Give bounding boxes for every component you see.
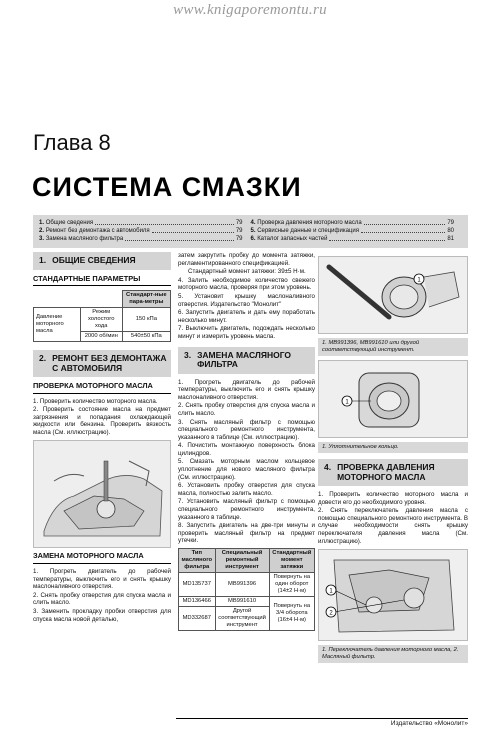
toc-num: 6. [250, 236, 256, 242]
pressure-switch-illustration [318, 549, 468, 641]
tool-table-cell: MB991396 [215, 573, 269, 597]
tool-table-cell: Другой соответствующий инструмент [215, 607, 269, 631]
toc-left-column [39, 219, 251, 244]
toc-num: 2. [39, 228, 45, 234]
tool-table-cell: MD136466 [179, 597, 216, 607]
engine-block-icon [319, 550, 467, 640]
fig2-label: 1 [345, 399, 349, 406]
toc-page: 79 [235, 220, 243, 226]
paragraph: 5. Смазать моторным маслом кольцевое уплотнение для нового масляного фильтра (См. иллюстрацию). [178, 458, 315, 481]
params-mode: Режим холостого хода [80, 308, 122, 332]
toc-num: 4. [250, 220, 256, 226]
paragraph: 2. Снять переключатель давления масла с помощью специального ремонтного инструмента. В случае необходимости снять крышку переключателя давления масла (См. иллюстрацию). [318, 507, 468, 545]
section-heading-general [33, 252, 171, 270]
toc-page: 79 [235, 228, 243, 234]
publisher-footer: Издательство «Монолит» [390, 720, 468, 727]
toc-dots [125, 235, 234, 241]
fig1-label: 1 [417, 277, 421, 284]
paragraph: 6. Запустить двигатель и дать ему поработать несколько минут. [178, 309, 315, 324]
fig1-caption: 1. MB991396, MB991610 или другой соответствующий инструмент. [318, 338, 468, 356]
toc-item[interactable] [251, 235, 455, 243]
toc-text: Сервисные данные и спецификация [257, 228, 359, 234]
section-title: ЗАМЕНА МАСЛЯНОГО ФИЛЬТРА [197, 349, 292, 370]
fig3-label-1: 1 [329, 588, 333, 595]
params-value: 540±50 кПа [122, 332, 170, 342]
toc-item[interactable] [39, 235, 243, 243]
section-number: 2. [39, 353, 47, 363]
toc-text: Проверка давления моторного масла [257, 220, 362, 226]
toc-page: 81 [447, 236, 454, 242]
toc-right-column [251, 219, 463, 244]
toc-dots [95, 219, 234, 225]
paragraph: 2. Проверить состояние масла на предмет загрязнения и попадания охлаждающей жидкости или бензина. Проверить вязкость масла (См. иллюстрацию). [33, 406, 171, 436]
paragraph: 3. Заменить прокладку пробки отверстия для спуска масла новой деталью, [33, 607, 171, 623]
toc-page: 79 [447, 220, 454, 226]
toc-page: 79 [235, 236, 243, 242]
paragraph: 1. Проверить количество моторного масла. [33, 397, 158, 405]
section-title: ОБЩИЕ СВЕДЕНИЯ [52, 255, 136, 265]
watermark: www.knigaporemontu.ru [173, 2, 327, 18]
toc-num: 5. [250, 228, 256, 234]
paragraph: 7. Установить масляный фильтр с помощью специального ремонтного инструмента, указанного в таблице. [178, 498, 315, 521]
section-title: ПРОВЕРКА ДАВЛЕНИЯ МОТОРНОГО МАСЛА [337, 462, 435, 482]
toc-text: Ремонт без демонтажа с автомобиля [45, 228, 150, 234]
empty-cell [34, 291, 123, 308]
tool-table-header: Тип масляного фильтра [179, 549, 216, 573]
toc-num: 1. [39, 220, 45, 226]
params-heading: СТАНДАРТНЫЕ ПАРАМЕТРЫ [33, 275, 171, 287]
section-title: РЕМОНТ БЕЗ ДЕМОНТАЖА С АВТОМОБИЛЯ [52, 353, 167, 373]
paragraph: 2. Снять пробку отверстия для спуска масла и слить масло. [33, 591, 171, 607]
section-number: 3. [184, 349, 192, 360]
tool-table [178, 548, 315, 631]
paragraph: затем закрутить пробку до момента затяжки, регламентированного спецификацией. [178, 252, 315, 267]
oring-illustration [318, 360, 468, 438]
toc-dots [329, 235, 445, 241]
paragraph: 4. Залить необходимое количество свежего моторного масла, проверяя при этом уровень. [178, 276, 315, 292]
params-value: 150 кПа [122, 308, 170, 332]
paragraph: 4. Почистить монтажную поверхность блока цилиндров. [178, 442, 315, 457]
section-heading-filter [178, 347, 315, 374]
toc-text: Каталог запасных частей [257, 236, 328, 242]
oring-icon [319, 361, 467, 437]
footer-rule [176, 718, 468, 719]
toc-item[interactable] [39, 227, 243, 235]
engine-oil-illustration [33, 440, 171, 548]
fig3-caption: 1. Переключатель давления моторного масла, 2. Масляный фильтр. [318, 645, 468, 663]
paragraph: 1. Прогреть двигатель до рабочей температуры, выключить его и снять крышку маслоналивного отверстия. [33, 567, 171, 591]
tool-table-header: Стандартный момент затяжки [269, 549, 314, 573]
toc-text: Общие сведения [45, 220, 94, 226]
toc-dots [364, 219, 446, 225]
section-heading-pressure [318, 459, 468, 486]
toc-dots [361, 227, 445, 233]
filter-wrench-icon [319, 257, 467, 333]
toc-text: Замена масляного фильтра [45, 236, 124, 242]
check-oil-heading: ПРОВЕРКА МОТОРНОГО МАСЛА [33, 382, 171, 394]
paragraph: 1. Прогреть двигатель до рабочей температуры, выключить его и снять крышку маслоналивного отверстия. [178, 378, 315, 401]
filter-tool-illustration [318, 256, 468, 334]
toc-dots [152, 227, 234, 233]
toc-item[interactable] [39, 219, 243, 227]
params-header: Стандарт-ные пара-метры [122, 291, 170, 308]
tool-table-cell: MD135737 [179, 573, 216, 597]
tool-table-cell: Повернуть на 3/4 оборота (16±4 Н·м) [269, 597, 314, 631]
params-mode: 2000 об/мин [80, 332, 122, 342]
fig3-label-2: 2 [329, 610, 333, 617]
column-middle [178, 252, 315, 637]
column-right [318, 252, 468, 667]
tool-table-cell: MD332687 [179, 607, 216, 631]
section-number: 4. [324, 462, 332, 472]
paragraph: 8. Запустить двигатель на две-три минуты и проверить масляный фильтр на предмет утечки. [178, 522, 315, 545]
section-number: 1. [39, 255, 47, 265]
tool-table-cell: MB991610 [215, 597, 269, 607]
paragraph: 6. Установить пробку отверстия для спуска масла, полностью залить масло. [178, 482, 315, 497]
standard-params-table [33, 290, 171, 342]
toc-item[interactable] [251, 219, 455, 227]
tool-table-cell: Повернуть на один оборот (14±2 Н·м) [269, 573, 314, 597]
chapter-label: Глава 8 [33, 130, 111, 155]
page-title: СИСТЕМА СМАЗКИ [32, 172, 302, 202]
column-left [33, 252, 171, 624]
paragraph: 1. Проверить количество моторного масла и довести его до необходимого уровня. [318, 491, 468, 506]
replace-oil-heading: ЗАМЕНА МОТОРНОГО МАСЛА [33, 552, 171, 564]
paragraph: 2. Снять пробку отверстия для спуска масла и слить масло. [178, 402, 315, 417]
engine-drawing-icon [34, 441, 170, 547]
paragraph: 7. Выключить двигатель, подождать несколько минут и измерить уровень масла. [178, 325, 315, 340]
paragraph: 3. Снять масляный фильтр с помощью специального ремонтного инструмента, указанного в таблице (См. иллюстрацию). [178, 418, 315, 441]
paragraph: 5. Установит крышку маслоналивного отверстия. Издательство "Монолит" [178, 292, 315, 308]
tool-table-header: Специальный ремонтный инструмент [215, 549, 269, 573]
paragraph: Стандартный момент затяжки: 39±5 Н·м. [188, 268, 306, 276]
table-of-contents [33, 215, 468, 248]
fig2-caption: 1. Уплотнительное кольцо. [318, 442, 468, 453]
toc-page: 80 [447, 228, 454, 234]
params-row-label: Давление моторного масла [34, 308, 81, 342]
toc-item[interactable] [251, 227, 455, 235]
toc-num: 3. [39, 236, 45, 242]
section-heading-repair [33, 350, 171, 377]
